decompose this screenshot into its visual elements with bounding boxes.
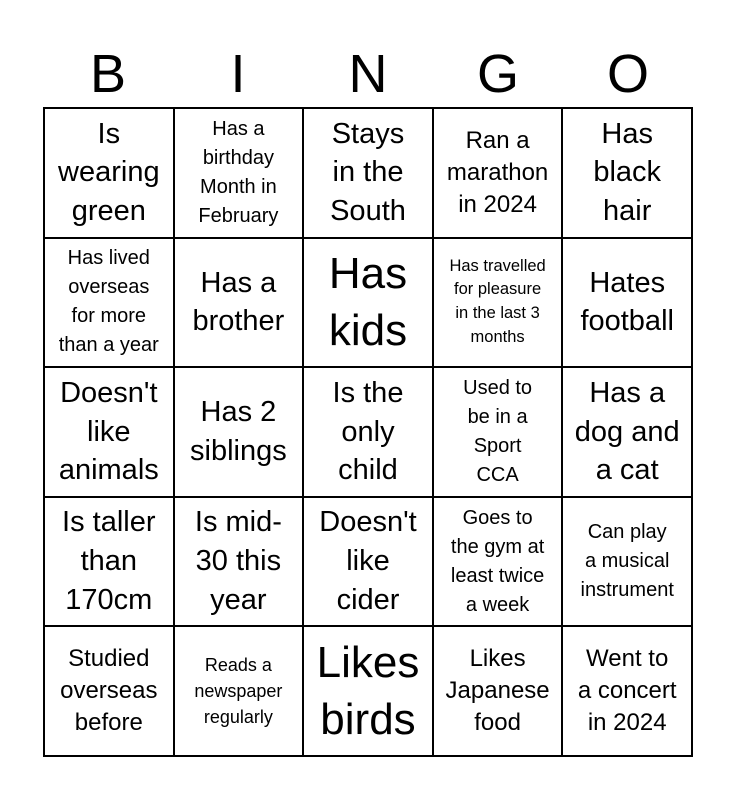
cell-text: Has a birthday Month in February [198, 117, 279, 227]
bingo-cell[interactable] [44, 108, 174, 238]
cell-text: Ran a marathon in 2024 [446, 126, 549, 218]
cell-text: Has black hair [593, 117, 662, 228]
bingo-cell[interactable] [303, 497, 433, 627]
bingo-cell[interactable] [303, 367, 433, 497]
cell-text: Hates football [580, 266, 674, 338]
bingo-cell[interactable] [174, 238, 304, 368]
cell-text: Has a dog and a cat [574, 376, 680, 487]
cell-text: Is taller than 170cm [62, 506, 156, 617]
cell-text: Goes to the gym at least twice a week [450, 506, 545, 616]
bingo-cell[interactable] [303, 238, 433, 368]
bingo-cell[interactable] [174, 108, 304, 238]
cell-text: Has 2 siblings [190, 396, 287, 467]
bingo-cell[interactable] [562, 238, 692, 368]
bingo-cell[interactable] [44, 238, 174, 368]
cell-text: Likes birds [316, 638, 420, 745]
cell-text: Doesn't like animals [58, 376, 159, 487]
cell-text: Is the only child [332, 376, 404, 487]
cell-text: Is wearing green [58, 117, 160, 228]
cell-text: Stays in the South [330, 117, 406, 228]
bingo-cell[interactable] [562, 497, 692, 627]
cell-text: Reads a newspaper regularly [194, 655, 283, 728]
cell-text: Went to a concert in 2024 [577, 644, 677, 737]
bingo-cell[interactable] [44, 367, 174, 497]
header-letter-n: N [348, 44, 388, 104]
bingo-cell[interactable] [562, 108, 692, 238]
cell-text: Can play a musical instrument [580, 521, 674, 602]
bingo-cell[interactable] [562, 367, 692, 497]
bingo-cell[interactable] [303, 108, 433, 238]
bingo-cell[interactable] [562, 626, 692, 756]
bingo-cell[interactable] [433, 367, 563, 497]
bingo-cell[interactable] [433, 497, 563, 627]
cell-text: Doesn't like cider [319, 506, 417, 617]
bingo-cell[interactable] [433, 238, 563, 368]
bingo-cell[interactable] [303, 626, 433, 756]
bingo-cell[interactable] [433, 626, 563, 756]
bingo-cell[interactable] [44, 497, 174, 627]
cell-text: Has travelled for pleasure in the last 3 months [449, 256, 546, 347]
cell-text: Likes Japanese food [445, 644, 550, 737]
bingo-cell[interactable] [174, 497, 304, 627]
bingo-cell[interactable] [44, 626, 174, 756]
cell-text: Has a brother [192, 266, 285, 338]
header-letter-i: I [230, 44, 246, 104]
bingo-cell[interactable] [174, 367, 304, 497]
cell-text: Has kids [328, 249, 408, 356]
bingo-cell[interactable] [433, 108, 563, 238]
cell-text: Has lived overseas for more than a year [58, 247, 159, 357]
bingo-cell[interactable] [174, 626, 304, 756]
header-letter-b: B [89, 44, 127, 104]
bingo-grid [43, 107, 693, 757]
cell-text: Used to be in a Sport CCA [463, 376, 533, 486]
cell-text: Is mid- 30 this year [194, 506, 282, 617]
cell-text: Studied overseas before [60, 644, 158, 737]
bingo-header [43, 42, 693, 106]
header-letter-g: G [476, 44, 519, 104]
header-letter-o: O [606, 44, 649, 104]
